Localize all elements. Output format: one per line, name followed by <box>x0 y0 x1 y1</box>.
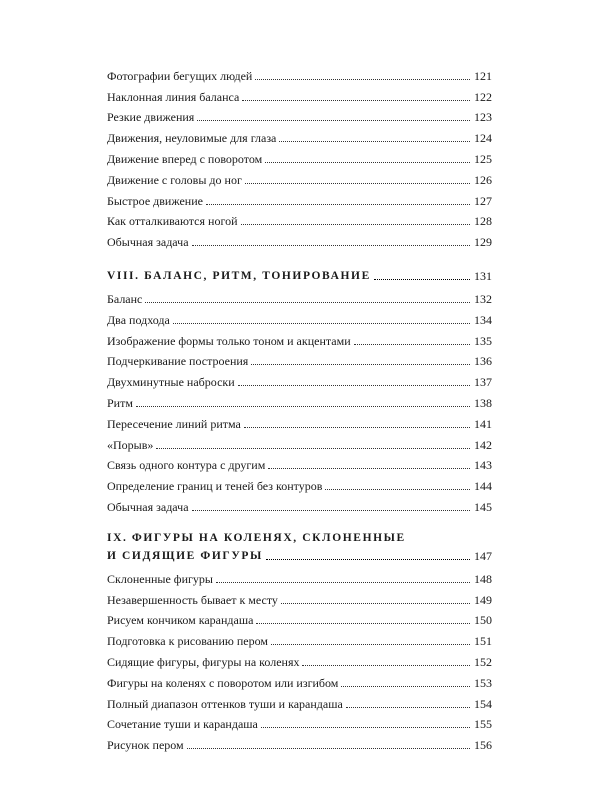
dot-leader <box>197 120 470 121</box>
entry-title: Обычная задача <box>107 499 189 514</box>
dot-leader <box>374 279 470 280</box>
chapter-heading <box>107 266 492 283</box>
toc-entry <box>107 208 492 229</box>
entry-page: 138 <box>474 395 492 410</box>
chapter-9-entries <box>107 565 492 752</box>
dot-leader <box>216 582 470 583</box>
dot-leader <box>346 707 470 708</box>
entry-page: 122 <box>474 89 492 104</box>
dot-leader <box>187 748 470 749</box>
toc-entry <box>107 124 492 145</box>
entry-title: Обычная задача <box>107 235 189 250</box>
entry-title: Пересечение линий ритма <box>107 416 241 431</box>
entry-page: 152 <box>474 654 492 669</box>
dot-leader <box>136 406 470 407</box>
entry-title: Фигуры на коленях с поворотом или изгибом <box>107 675 339 690</box>
toc-entry <box>107 711 492 732</box>
chapter-heading <box>107 546 492 563</box>
entry-title: Движение вперед с поворотом <box>107 151 263 166</box>
entry-title: Незавершенность бывает к месту <box>107 592 278 607</box>
dot-leader <box>192 510 470 511</box>
entry-title: Полный диапазон оттенков туши и карандаша <box>107 696 343 711</box>
toc-group-continued <box>107 62 492 249</box>
entry-page: 144 <box>474 479 492 494</box>
toc-entry <box>107 586 492 607</box>
entry-page: 142 <box>474 437 492 452</box>
dot-leader <box>256 623 470 624</box>
toc-entry <box>107 731 492 752</box>
dot-leader <box>145 302 470 303</box>
dot-leader <box>302 665 470 666</box>
entry-page: 135 <box>474 333 492 348</box>
dot-leader <box>242 100 470 101</box>
entry-page: 136 <box>474 354 492 369</box>
entry-title: Наклонная линия баланса <box>107 89 240 104</box>
entry-title: Как отталкиваются ногой <box>107 214 238 229</box>
chapter-page: 131 <box>474 269 492 284</box>
dot-leader <box>192 245 470 246</box>
toc-entry <box>107 228 492 249</box>
entry-title: Фотографии бегущих людей <box>107 68 253 83</box>
entry-title: «Порыв» <box>107 437 154 452</box>
toc-entry <box>107 306 492 327</box>
entry-title: Движение с головы до ног <box>107 172 242 187</box>
entry-page: 141 <box>474 416 492 431</box>
entry-page: 153 <box>474 675 492 690</box>
entry-title: Быстрое движение <box>107 193 203 208</box>
entry-title: Связь одного контура с другим <box>107 458 266 473</box>
chapter-8 <box>107 266 492 283</box>
entry-page: 150 <box>474 613 492 628</box>
entry-title: Изображение формы только тоном и акцентами <box>107 333 351 348</box>
dot-leader <box>238 385 470 386</box>
entry-page: 134 <box>474 312 492 327</box>
entry-page: 154 <box>474 696 492 711</box>
entry-title: Два подхода <box>107 312 170 327</box>
dot-leader <box>271 644 470 645</box>
dot-leader <box>265 162 470 163</box>
toc-entry <box>107 565 492 586</box>
entry-page: 124 <box>474 131 492 146</box>
toc-entry <box>107 348 492 369</box>
chapter-9 <box>107 531 492 563</box>
toc-entry <box>107 607 492 628</box>
toc-entry <box>107 327 492 348</box>
entry-page: 145 <box>474 499 492 514</box>
toc-entry <box>107 669 492 690</box>
entry-page: 129 <box>474 235 492 250</box>
entry-page: 126 <box>474 172 492 187</box>
dot-leader <box>173 323 470 324</box>
entry-page: 125 <box>474 151 492 166</box>
entry-title: Движения, неуловимые для глаза <box>107 131 277 146</box>
dot-leader <box>279 141 470 142</box>
dot-leader <box>281 603 470 604</box>
entry-title: Определение границ и теней без контуров <box>107 479 323 494</box>
entry-page: 143 <box>474 458 492 473</box>
toc-entry <box>107 472 492 493</box>
toc-entry <box>107 627 492 648</box>
entry-title: Двухминутные наброски <box>107 375 235 390</box>
dot-leader <box>266 559 470 560</box>
dot-leader <box>255 79 470 80</box>
toc-entry <box>107 187 492 208</box>
entry-title: Баланс <box>107 291 143 306</box>
dot-leader <box>268 468 470 469</box>
chapter-title-line-2: И СИДЯЩИЕ ФИГУРЫ <box>107 549 263 562</box>
dot-leader <box>251 364 470 365</box>
toc-entry <box>107 83 492 104</box>
entry-page: 127 <box>474 193 492 208</box>
entry-title: Рисунок пером <box>107 738 184 753</box>
dot-leader <box>341 686 470 687</box>
dot-leader <box>244 427 470 428</box>
dot-leader <box>156 448 470 449</box>
entry-page: 156 <box>474 738 492 753</box>
entry-title: Склоненные фигуры <box>107 571 213 586</box>
entry-page: 137 <box>474 375 492 390</box>
table-of-contents <box>107 62 492 752</box>
entry-page: 128 <box>474 214 492 229</box>
chapter-title: VIII. БАЛАНС, РИТМ, ТОНИРОВАНИЕ <box>107 270 371 283</box>
entry-title: Рисуем кончиком карандаша <box>107 613 254 628</box>
dot-leader <box>325 489 470 490</box>
entry-title: Сидящие фигуры, фигуры на коленях <box>107 654 300 669</box>
entry-title: Сочетание туши и карандаша <box>107 717 258 732</box>
toc-entry <box>107 410 492 431</box>
entry-title: Ритм <box>107 395 133 410</box>
toc-entry <box>107 166 492 187</box>
toc-entry <box>107 648 492 669</box>
chapter-8-entries <box>107 285 492 514</box>
entry-page: 123 <box>474 110 492 125</box>
toc-entry <box>107 62 492 83</box>
toc-entry <box>107 368 492 389</box>
toc-entry <box>107 452 492 473</box>
entry-page: 149 <box>474 592 492 607</box>
dot-leader <box>261 727 470 728</box>
entry-title: Резкие движения <box>107 110 195 125</box>
entry-page: 132 <box>474 291 492 306</box>
chapter-title-line-1: IX. ФИГУРЫ НА КОЛЕНЯХ, СКЛОНЕННЫЕ <box>107 531 406 544</box>
toc-entry <box>107 493 492 514</box>
entry-page: 155 <box>474 717 492 732</box>
entry-page: 151 <box>474 634 492 649</box>
toc-entry <box>107 104 492 125</box>
dot-leader <box>245 183 470 184</box>
toc-entry <box>107 145 492 166</box>
entry-title: Подготовка к рисованию пером <box>107 634 268 649</box>
toc-entry <box>107 285 492 306</box>
toc-entry <box>107 389 492 410</box>
toc-entry <box>107 690 492 711</box>
dot-leader <box>241 224 471 225</box>
toc-entry <box>107 431 492 452</box>
entry-page: 121 <box>474 68 492 83</box>
dot-leader <box>354 344 470 345</box>
entry-page: 148 <box>474 571 492 586</box>
entry-title: Подчеркивание построения <box>107 354 249 369</box>
chapter-page: 147 <box>474 548 492 563</box>
dot-leader <box>206 204 470 205</box>
